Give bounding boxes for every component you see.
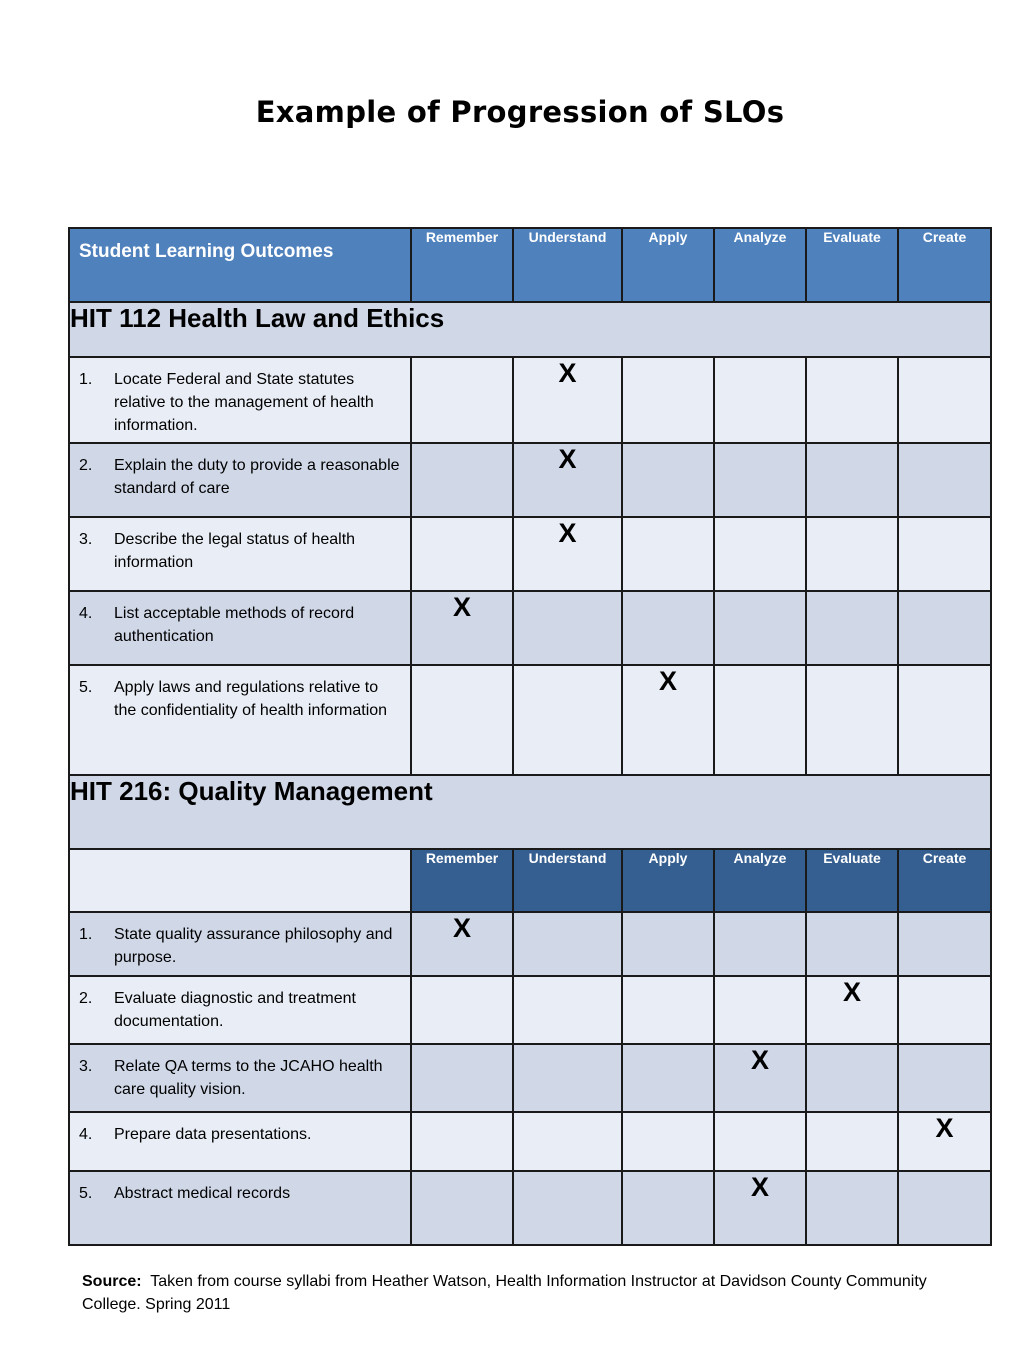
mark-cell: X	[513, 357, 622, 443]
course-row-hit216	[69, 775, 991, 849]
outcome-cell	[69, 443, 411, 517]
mark-cell	[622, 1044, 714, 1112]
outcome-text: Relate QA terms to the JCAHO health care quality vision.	[114, 1058, 383, 1098]
mark-cell	[411, 517, 513, 591]
item-number: 4.	[79, 605, 93, 622]
source-text: Taken from course syllabi from Heather Watson, Health Information Instructor at Davidson County Community College. Spring 2011	[82, 1273, 927, 1313]
mark-cell	[898, 665, 991, 775]
table-row	[69, 357, 991, 443]
header-evaluate: Evaluate	[806, 228, 898, 302]
table-row	[69, 591, 991, 665]
table-subheader-row	[69, 849, 991, 912]
mark-cell	[806, 1112, 898, 1171]
mark-cell	[898, 357, 991, 443]
outcome-cell	[69, 357, 411, 443]
mark-cell: X	[513, 443, 622, 517]
table-row	[69, 517, 991, 591]
mark-cell	[714, 443, 806, 517]
header-apply: Apply	[622, 228, 714, 302]
mark-cell	[898, 912, 991, 976]
outcome-text: State quality assurance philosophy and purpose.	[114, 926, 393, 966]
subheader-create: Create	[898, 849, 991, 912]
item-number: 5.	[79, 679, 93, 696]
mark-cell	[714, 912, 806, 976]
mark-cell	[806, 1044, 898, 1112]
mark-cell	[622, 517, 714, 591]
item-number: 1.	[79, 926, 93, 943]
mark-cell	[622, 976, 714, 1044]
header-understand: Understand	[513, 228, 622, 302]
mark-cell	[898, 1171, 991, 1245]
outcome-text: List acceptable methods of record authentication	[114, 605, 355, 645]
mark-cell	[411, 357, 513, 443]
mark-cell: X	[513, 517, 622, 591]
subheader-understand: Understand	[513, 849, 622, 912]
mark-cell	[714, 1112, 806, 1171]
mark-cell	[898, 443, 991, 517]
mark-cell	[806, 591, 898, 665]
subheader-evaluate: Evaluate	[806, 849, 898, 912]
outcome-cell	[69, 1112, 411, 1171]
mark-cell	[513, 1044, 622, 1112]
mark-cell	[898, 1044, 991, 1112]
mark-cell	[622, 591, 714, 665]
item-number: 5.	[79, 1185, 93, 1202]
outcome-text: Describe the legal status of health information	[114, 531, 356, 571]
item-number: 2.	[79, 990, 93, 1007]
table-header-row	[69, 228, 991, 302]
mark-cell	[806, 517, 898, 591]
mark-cell	[806, 912, 898, 976]
mark-cell	[898, 517, 991, 591]
subheader-remember: Remember	[411, 849, 513, 912]
table-row	[69, 912, 991, 976]
item-number: 3.	[79, 531, 93, 548]
item-number: 4.	[79, 1126, 93, 1143]
mark-cell: X	[714, 1171, 806, 1245]
mark-cell	[806, 665, 898, 775]
subheader-apply: Apply	[622, 849, 714, 912]
mark-cell	[513, 1171, 622, 1245]
mark-cell	[806, 443, 898, 517]
page-title: Example of Progression of SLOs	[255, 95, 785, 129]
header-create: Create	[898, 228, 991, 302]
mark-cell: X	[714, 1044, 806, 1112]
table-row	[69, 443, 991, 517]
mark-cell	[513, 976, 622, 1044]
header-remember: Remember	[411, 228, 513, 302]
mark-cell	[513, 665, 622, 775]
item-number: 1.	[79, 371, 93, 388]
mark-cell	[513, 1112, 622, 1171]
outcome-text: Abstract medical records	[114, 1185, 291, 1202]
course-title: HIT 112 Health Law and Ethics	[69, 302, 991, 357]
item-number: 2.	[79, 457, 93, 474]
mark-cell	[622, 1171, 714, 1245]
outcome-cell	[69, 665, 411, 775]
mark-cell	[714, 517, 806, 591]
mark-cell	[622, 357, 714, 443]
outcome-text: Explain the duty to provide a reasonable standard of care	[114, 457, 400, 497]
mark-cell	[714, 665, 806, 775]
course-row-hit112	[69, 302, 991, 357]
header-slo: Student Learning Outcomes	[69, 228, 411, 302]
mark-cell	[714, 976, 806, 1044]
mark-cell	[714, 591, 806, 665]
outcome-text: Locate Federal and State statutes relative to the management of health information.	[114, 371, 374, 434]
outcome-text: Evaluate diagnostic and treatment documentation.	[114, 990, 356, 1030]
mark-cell: X	[806, 976, 898, 1044]
source-note	[82, 1270, 962, 1316]
mark-cell	[411, 1171, 513, 1245]
outcome-cell	[69, 976, 411, 1044]
mark-cell: X	[898, 1112, 991, 1171]
mark-cell	[622, 912, 714, 976]
mark-cell	[411, 443, 513, 517]
mark-cell	[622, 1112, 714, 1171]
item-number: 3.	[79, 1058, 93, 1075]
table-row	[69, 976, 991, 1044]
source-label: Source:	[82, 1273, 142, 1290]
mark-cell	[513, 591, 622, 665]
mark-cell	[411, 1044, 513, 1112]
mark-cell	[898, 591, 991, 665]
outcome-cell	[69, 591, 411, 665]
subheader-blank	[69, 849, 411, 912]
table-row	[69, 1171, 991, 1245]
course-title: HIT 216: Quality Management	[69, 775, 991, 849]
mark-cell	[622, 443, 714, 517]
outcome-cell	[69, 517, 411, 591]
table-row	[69, 1044, 991, 1112]
mark-cell	[898, 976, 991, 1044]
mark-cell	[411, 976, 513, 1044]
mark-cell	[411, 665, 513, 775]
mark-cell: X	[411, 912, 513, 976]
mark-cell	[513, 912, 622, 976]
mark-cell	[806, 357, 898, 443]
mark-cell	[411, 1112, 513, 1171]
outcome-cell	[69, 1171, 411, 1245]
mark-cell	[714, 357, 806, 443]
table-row	[69, 665, 991, 775]
mark-cell	[806, 1171, 898, 1245]
header-analyze: Analyze	[714, 228, 806, 302]
mark-cell: X	[411, 591, 513, 665]
outcome-text: Prepare data presentations.	[114, 1126, 312, 1143]
outcome-cell	[69, 1044, 411, 1112]
outcome-text: Apply laws and regulations relative to the confidentiality of health information	[114, 679, 388, 719]
mark-cell: X	[622, 665, 714, 775]
table-row	[69, 1112, 991, 1171]
outcome-cell	[69, 912, 411, 976]
slo-table	[68, 227, 992, 1246]
subheader-analyze: Analyze	[714, 849, 806, 912]
